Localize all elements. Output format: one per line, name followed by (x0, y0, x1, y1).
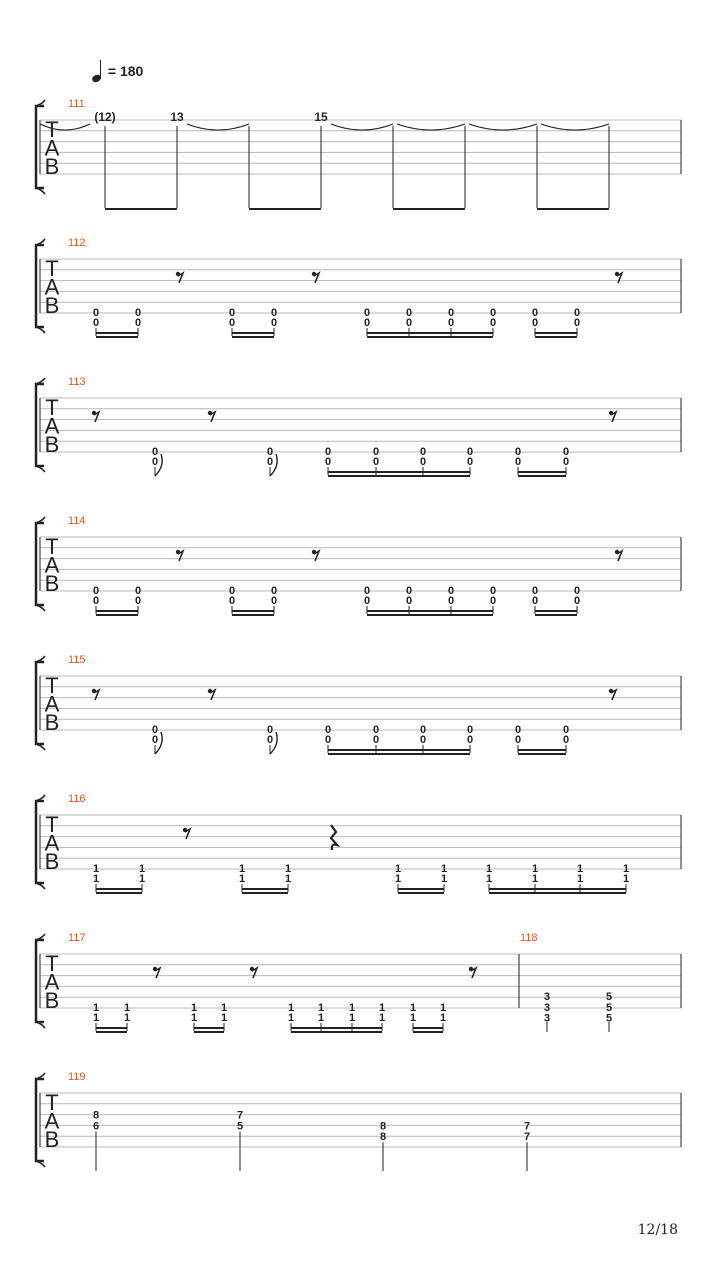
beam (96, 610, 138, 612)
fret-number: 7 (236, 1109, 244, 1122)
fret-number: 0 (270, 317, 278, 329)
fret-number: 1 (220, 1002, 228, 1014)
tab-clef-letter: A (44, 274, 60, 300)
fret-number: 0 (514, 456, 522, 468)
fret-number: 5 (605, 1001, 613, 1014)
fret-number: 0 (562, 446, 570, 458)
fret-number: 5 (605, 1012, 613, 1025)
fret-number: 5 (605, 991, 613, 1003)
fret-number: 7 (523, 1120, 531, 1133)
beam (96, 892, 142, 894)
fret-number: 1 (485, 873, 493, 885)
fret-number: 1 (394, 873, 402, 885)
fret-number: 1 (576, 873, 584, 885)
beam (535, 614, 577, 616)
fret-number: 0 (447, 585, 455, 597)
staff-system (36, 1073, 681, 1167)
eighth-rest (176, 550, 183, 561)
fret-number: 0 (92, 595, 100, 607)
beam (367, 336, 493, 338)
measure-number: 111 (68, 98, 85, 110)
fret-number: 0 (92, 317, 100, 329)
tab-clef-letter: B (44, 432, 60, 457)
fret-number: 0 (466, 446, 474, 458)
tab-clef-letter: T (45, 117, 59, 142)
beam (398, 888, 444, 890)
fret-number: 0 (531, 595, 539, 607)
fret-number: 0 (324, 724, 332, 736)
fret-number: 1 (123, 1012, 131, 1024)
fret-number: 1 (531, 873, 539, 885)
quarter-rest (331, 825, 337, 850)
tab-clef-letter: B (44, 154, 60, 179)
beam (413, 1027, 443, 1029)
beam (398, 892, 444, 894)
eighth-rest (208, 689, 215, 700)
beam (518, 475, 566, 477)
fret-number: 0 (151, 446, 159, 458)
beam (291, 1031, 382, 1033)
staff-system (36, 934, 681, 1028)
fret-number: (12) (94, 110, 116, 124)
beam (328, 749, 470, 751)
fret-number: 1 (485, 863, 493, 875)
fret-number: 0 (489, 307, 497, 319)
beam (232, 336, 274, 338)
fret-number: 0 (266, 724, 274, 736)
fret-number: 1 (138, 863, 146, 875)
beam (535, 610, 577, 612)
fret-number: 1 (92, 873, 100, 885)
eighth-rest (312, 550, 319, 561)
beam (194, 1027, 224, 1029)
beam (328, 471, 470, 473)
fret-number: 0 (363, 595, 371, 607)
tab-clef-letter: T (45, 395, 59, 420)
beam (367, 614, 493, 616)
measure-number: 113 (68, 376, 86, 388)
fret-number: 1 (317, 1002, 325, 1014)
tie (541, 124, 609, 130)
fret-number: 0 (372, 724, 380, 736)
fret-number: 1 (439, 1012, 447, 1024)
fret-number: 0 (151, 456, 159, 468)
fret-number: 1 (92, 1002, 100, 1014)
fret-number: 0 (270, 307, 278, 319)
fret-number: 0 (372, 734, 380, 746)
eighth-rest (615, 272, 622, 283)
tempo-symbol: = (107, 63, 117, 79)
tab-clef-letter: A (44, 1108, 60, 1134)
fret-number: 0 (447, 317, 455, 329)
eighth-rest (469, 967, 476, 978)
staff-system (36, 517, 681, 611)
tie (187, 124, 249, 130)
beam (537, 208, 609, 210)
beam (328, 753, 470, 755)
fret-number: 1 (576, 863, 584, 875)
staff-system (36, 239, 681, 333)
beam (242, 888, 288, 890)
fret-number: 1 (440, 873, 448, 885)
page-number: 12/18 (637, 1222, 678, 1238)
fret-number: 0 (405, 307, 413, 319)
beam (232, 332, 274, 334)
tab-clef-letter: B (44, 293, 60, 318)
fret-number: 3 (543, 1012, 551, 1025)
fret-number: 0 (363, 317, 371, 329)
eighth-rest (609, 689, 616, 700)
beam (367, 610, 493, 612)
fret-number: 0 (266, 456, 274, 468)
tab-clef-letter: A (44, 135, 60, 161)
fret-number: 1 (409, 1002, 417, 1014)
fret-number: 1 (622, 863, 630, 875)
fret-number: 1 (378, 1012, 386, 1024)
fret-number: 0 (514, 734, 522, 746)
tab-clef-letter: T (45, 534, 59, 559)
eighth-rest (92, 689, 99, 700)
fret-number: 6 (92, 1120, 100, 1133)
fret-number: 8 (379, 1131, 387, 1144)
eighth-rest (615, 550, 622, 561)
fret-number: 0 (266, 446, 274, 458)
beam (328, 475, 470, 477)
beam (489, 888, 626, 890)
fret-number: 0 (372, 456, 380, 468)
tie (469, 124, 537, 130)
tab-clef-letter: T (45, 812, 59, 837)
fret-number: 0 (405, 585, 413, 597)
beam (518, 749, 566, 751)
beam (96, 614, 138, 616)
fret-number: 1 (348, 1002, 356, 1014)
fret-number: 0 (405, 595, 413, 607)
fret-number: 0 (531, 317, 539, 329)
fret-number: 0 (489, 595, 497, 607)
fret-number: 0 (363, 585, 371, 597)
fret-number: 1 (378, 1002, 386, 1014)
fret-number: 13 (170, 110, 184, 124)
fret-number: 15 (314, 110, 328, 124)
fret-number: 0 (573, 317, 581, 329)
fret-number: 1 (409, 1012, 417, 1024)
beam (518, 471, 566, 473)
measure-number: 114 (68, 515, 86, 527)
beam (232, 610, 274, 612)
fret-number: 0 (466, 734, 474, 746)
fret-number: 7 (523, 1131, 531, 1144)
fret-number: 1 (284, 863, 292, 875)
beam (249, 208, 321, 210)
fret-number: 1 (92, 863, 100, 875)
fret-number: 0 (134, 307, 142, 319)
fret-number: 0 (562, 724, 570, 736)
fret-number: 1 (287, 1002, 295, 1014)
fret-number: 0 (405, 317, 413, 329)
beam (105, 208, 177, 210)
fret-number: 0 (419, 456, 427, 468)
fret-number: 0 (134, 317, 142, 329)
fret-number: 1 (190, 1012, 198, 1024)
fret-number: 0 (489, 585, 497, 597)
beam (194, 1031, 224, 1033)
tie (331, 124, 393, 130)
beam (96, 888, 142, 890)
beam (96, 1027, 127, 1029)
fret-number: 1 (348, 1012, 356, 1024)
fret-number: 0 (573, 595, 581, 607)
fret-number: 0 (228, 317, 236, 329)
tab-clef-letter: A (44, 830, 60, 856)
fret-number: 0 (134, 595, 142, 607)
fret-number: 0 (447, 595, 455, 607)
beam (242, 892, 288, 894)
fret-number: 8 (379, 1120, 387, 1133)
eighth-rest (92, 411, 99, 422)
fret-number: 1 (190, 1002, 198, 1014)
fret-number: 1 (394, 863, 402, 875)
fret-number: 0 (134, 585, 142, 597)
beam (393, 208, 465, 210)
staff-system (36, 378, 681, 472)
staff-system (36, 656, 681, 750)
fret-number: 1 (238, 873, 246, 885)
fret-number: 1 (238, 863, 246, 875)
fret-number: 1 (439, 1002, 447, 1014)
fret-number: 0 (466, 724, 474, 736)
tab-clef-letter: B (44, 849, 60, 874)
fret-number: 3 (543, 1001, 551, 1014)
fret-number: 0 (514, 446, 522, 458)
fret-number: 0 (92, 585, 100, 597)
staff-system (36, 100, 681, 194)
tab-clef-letter: A (44, 691, 60, 717)
tempo-bpm: 180 (119, 63, 144, 79)
fret-number: 0 (372, 446, 380, 458)
fret-number: 0 (228, 585, 236, 597)
fret-number: 8 (92, 1109, 100, 1122)
fret-number: 0 (270, 595, 278, 607)
eighth-rest (153, 967, 160, 978)
fret-number: 0 (324, 456, 332, 468)
fret-number: 0 (228, 307, 236, 319)
fret-number: 1 (440, 863, 448, 875)
beam (535, 336, 577, 338)
tab-clef-letter: B (44, 1127, 60, 1152)
measure-number: 112 (68, 237, 86, 249)
measure-number: 116 (68, 793, 86, 805)
fret-number: 0 (151, 724, 159, 736)
fret-number: 1 (123, 1002, 131, 1014)
measure-number: 117 (68, 932, 86, 944)
staff-system (36, 795, 681, 889)
beam (291, 1027, 382, 1029)
beam (489, 892, 626, 894)
fret-number: 0 (573, 585, 581, 597)
eighth-rest (208, 411, 215, 422)
tab-clef-letter: T (45, 673, 59, 698)
tab-clef-letter: B (44, 571, 60, 596)
beam (413, 1031, 443, 1033)
beam (96, 1031, 127, 1033)
fret-number: 0 (324, 446, 332, 458)
fret-number: 0 (447, 307, 455, 319)
beam (367, 332, 493, 334)
fret-number: 0 (419, 446, 427, 458)
eighth-rest (183, 828, 190, 839)
fret-number: 0 (466, 456, 474, 468)
fret-number: 1 (317, 1012, 325, 1024)
measure-number: 118 (520, 932, 538, 944)
tab-clef-letter: A (44, 969, 60, 995)
fret-number: 0 (228, 595, 236, 607)
tab-clef-letter: A (44, 413, 60, 439)
fret-number: 0 (531, 585, 539, 597)
fret-number: 5 (236, 1120, 244, 1133)
fret-number: 0 (92, 307, 100, 319)
eighth-rest (609, 411, 616, 422)
fret-number: 1 (284, 873, 292, 885)
tab-clef-letter: T (45, 1090, 59, 1115)
fret-number: 0 (489, 317, 497, 329)
beam (535, 332, 577, 334)
tab-clef-letter: T (45, 951, 59, 976)
fret-number: 0 (562, 734, 570, 746)
fret-number: 1 (531, 863, 539, 875)
fret-number: 0 (363, 307, 371, 319)
measure-number: 115 (68, 654, 86, 666)
tab-clef-letter: B (44, 988, 60, 1013)
fret-number: 0 (419, 734, 427, 746)
fret-number: 0 (270, 585, 278, 597)
eighth-rest (312, 272, 319, 283)
fret-number: 0 (419, 724, 427, 736)
fret-number: 0 (266, 734, 274, 746)
tie (397, 124, 465, 130)
beam (96, 336, 138, 338)
fret-number: 3 (543, 991, 551, 1003)
fret-number: 0 (573, 307, 581, 319)
fret-number: 1 (92, 1012, 100, 1024)
fret-number: 1 (622, 873, 630, 885)
fret-number: 0 (324, 734, 332, 746)
fret-number: 0 (514, 724, 522, 736)
tab-clef-letter: A (44, 552, 60, 578)
tab-clef-letter: B (44, 710, 60, 735)
fret-number: 0 (531, 307, 539, 319)
beam (232, 614, 274, 616)
beam (96, 332, 138, 334)
fret-number: 1 (287, 1012, 295, 1024)
fret-number: 0 (151, 734, 159, 746)
measure-number: 119 (68, 1071, 86, 1083)
beam (518, 753, 566, 755)
fret-number: 0 (562, 456, 570, 468)
tab-clef-letter: T (45, 256, 59, 281)
eighth-rest (250, 967, 257, 978)
fret-number: 1 (220, 1012, 228, 1024)
eighth-rest (176, 272, 183, 283)
fret-number: 1 (138, 873, 146, 885)
